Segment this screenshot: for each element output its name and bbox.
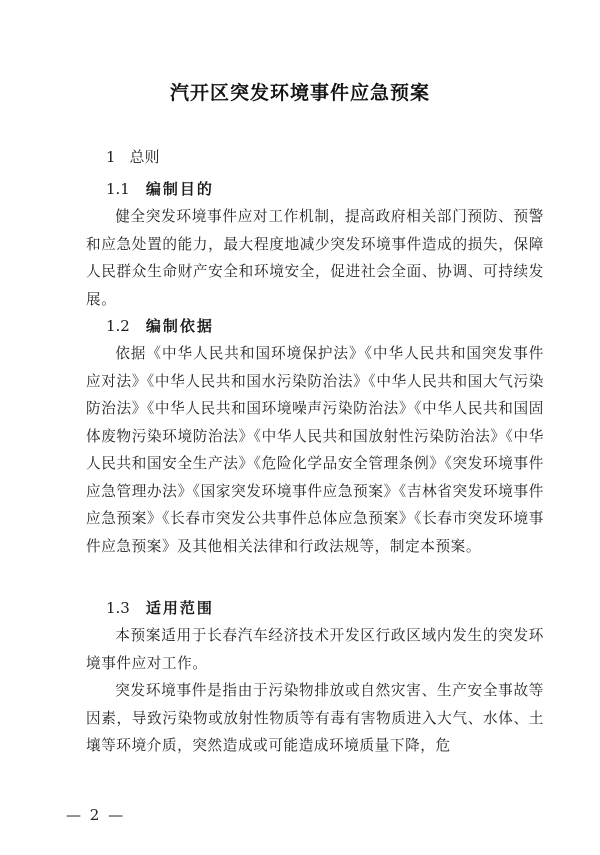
section-1-3-body-1: 本预案适用于长春汽车经济技术开发区行政区域内发生的突发环境事件应对工作。 (86, 627, 544, 672)
document-title: 汽开区突发环境事件应急预案 (169, 82, 430, 104)
section-1-3-heading (106, 597, 214, 618)
section-1-3-number: 1.3 (106, 599, 130, 617)
section-1-heading (106, 146, 160, 167)
section-1-3-title: 适用范围 (145, 599, 214, 617)
page-number: — 2 — (66, 806, 126, 824)
section-1-2-title: 编制依据 (145, 317, 214, 335)
section-1-number: 1 (106, 148, 116, 166)
section-1-1-title: 编制目的 (145, 180, 214, 198)
section-1-1-body: 健全突发环境事件应对工作机制，提高政府相关部门预防、预警和应急处置的能力，最大程度地减少突发环境事件造成的损失，保障人民群众生命财产安全和环境安全，促进社会全面、协调、可持续发展。 (86, 208, 544, 308)
section-1-2-body: 依据《中华人民共和国环境保护法》《中华人民共和国突发事件应对法》《中华人民共和国水污染防治法》《中华人民共和国大气污染防治法》《中华人民共和国环境噪声污染防治法》《中华人民共和国固体废物污染环境防治法》《中华人民共和国放射性污染防治法》《中华人民共和国安全生产法》《危险化学品安全管理条例》《突发环境事件应急管理办法》《国家突发环境事件应急预案》《吉林省突发环境事件应急预案》《长春市突发公共事件总体应急预案》《长春市突发环境事件应急预案》及其他相关法律和行政法规等，制定本预案。 (86, 345, 544, 555)
section-1-1-number: 1.1 (106, 180, 130, 198)
section-1-2-number: 1.2 (106, 317, 130, 335)
section-1-title: 总则 (129, 148, 160, 166)
section-1-3-body-2: 突发环境事件是指由于污染物排放或自然灾害、生产安全事故等因素，导致污染物或放射性物质等有毒有害物质进入大气、水体、土壤等环境介质，突然造成或可能造成环境质量下降，危 (86, 682, 544, 754)
section-1-2-heading (106, 315, 214, 336)
section-1-1-heading (106, 178, 214, 199)
